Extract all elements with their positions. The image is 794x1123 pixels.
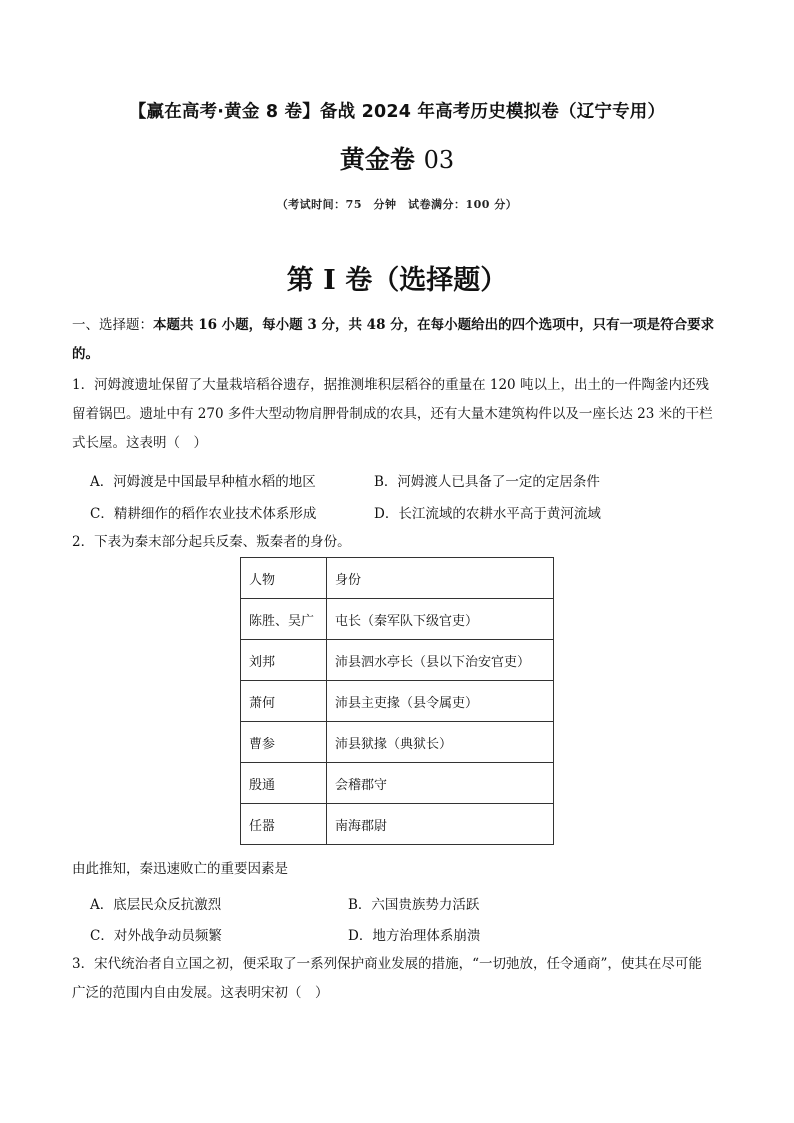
question-2-option-d[interactable]: D．地方治理体系崩溃 xyxy=(348,928,481,944)
question-1-line: 留着锅巴。遗址中有 270 多件大型动物肩胛骨制成的农具，还有大量木建筑构件以及一座长达 23 米的干栏 xyxy=(72,406,713,422)
question-2-line: 2．下表为秦末部分起兵反秦、叛秦者的身份。 xyxy=(72,534,351,550)
paper-title-text: 黄金卷 xyxy=(339,145,415,174)
question-2-option-c[interactable]: C．对外战争动员频繁 xyxy=(90,928,222,944)
table-cell-person: 曹参 xyxy=(241,722,327,763)
table-cell-person: 萧何 xyxy=(241,681,327,722)
paper-title-number: 03 xyxy=(423,146,455,174)
instructions xyxy=(72,311,724,369)
table-row xyxy=(241,640,554,681)
table-row xyxy=(241,681,554,722)
question-3-stem xyxy=(72,950,724,1008)
table-header-cell: 人物 xyxy=(241,558,327,599)
question-2-conclusion: 由此推知，秦迅速败亡的重要因素是 xyxy=(72,861,288,877)
question-1-line: 1．河姆渡遗址保留了大量栽培稻谷遗存，据推测堆积层稻谷的重量在 120 吨以上，出土的一件陶釜内还残 xyxy=(72,377,709,393)
table-cell-identity: 沛县狱掾（典狱长） xyxy=(327,722,554,763)
table-cell-identity: 屯长（秦军队下级官吏） xyxy=(327,599,554,640)
question-2-stem xyxy=(72,528,724,557)
question-3-line: 广泛的范围内自由发展。这表明宋初（ ） xyxy=(72,985,329,1001)
table-cell-person: 陈胜、吴广 xyxy=(241,599,327,640)
question-2-option-b[interactable]: B．六国贵族势力活跃 xyxy=(348,897,480,913)
table-row xyxy=(241,722,554,763)
series-title: 【赢在高考·黄金 8 卷】备战 2024 年高考历史模拟卷（辽宁专用） xyxy=(128,102,666,122)
question-1-option-d[interactable]: D．长江流域的农耕水平高于黄河流域 xyxy=(374,506,601,522)
question-1-line: 式长屋。这表明（ ） xyxy=(72,435,207,451)
table-cell-person: 殷通 xyxy=(241,763,327,804)
identity-table xyxy=(240,557,554,845)
exam-info: （考试时间：75 分钟 试卷满分：100 分） xyxy=(276,198,518,211)
table-row xyxy=(241,804,554,845)
question-1-option-c[interactable]: C．精耕细作的稻作农业技术体系形成 xyxy=(90,506,317,522)
instructions-line2: 的。 xyxy=(72,346,99,362)
table-cell-person: 任嚣 xyxy=(241,804,327,845)
question-2-after xyxy=(72,855,724,884)
table-header-cell: 身份 xyxy=(327,558,554,599)
question-1-option-a[interactable]: A．河姆渡是中国最早种植水稻的地区 xyxy=(90,474,316,490)
question-1-option-b[interactable]: B．河姆渡人已具备了一定的定居条件 xyxy=(374,474,600,490)
section-title: 第 I 卷（选择题） xyxy=(286,265,508,296)
question-3-line: 3．宋代统治者自立国之初，便采取了一系列保护商业发展的措施，“一切弛放，任令通商”，使其在尽可能 xyxy=(72,956,702,972)
table-row xyxy=(241,763,554,804)
instructions-line1: 本题共 16 小题，每小题 3 分，共 48 分，在每小题给出的四个选项中，只有一项是符合要求 xyxy=(153,317,715,333)
paper-title xyxy=(0,140,794,176)
table-cell-identity: 沛县泗水亭长（县以下治安官吏） xyxy=(327,640,554,681)
question-2-option-a[interactable]: A．底层民众反抗激烈 xyxy=(90,897,222,913)
table-row xyxy=(241,599,554,640)
table-cell-identity: 沛县主吏掾（县令属吏） xyxy=(327,681,554,722)
table-cell-identity: 南海郡尉 xyxy=(327,804,554,845)
table-cell-identity: 会稽郡守 xyxy=(327,763,554,804)
instructions-prefix: 一、选择题： xyxy=(72,317,153,333)
table-cell-person: 刘邦 xyxy=(241,640,327,681)
question-1-stem xyxy=(72,371,724,458)
table-header-row xyxy=(241,558,554,599)
